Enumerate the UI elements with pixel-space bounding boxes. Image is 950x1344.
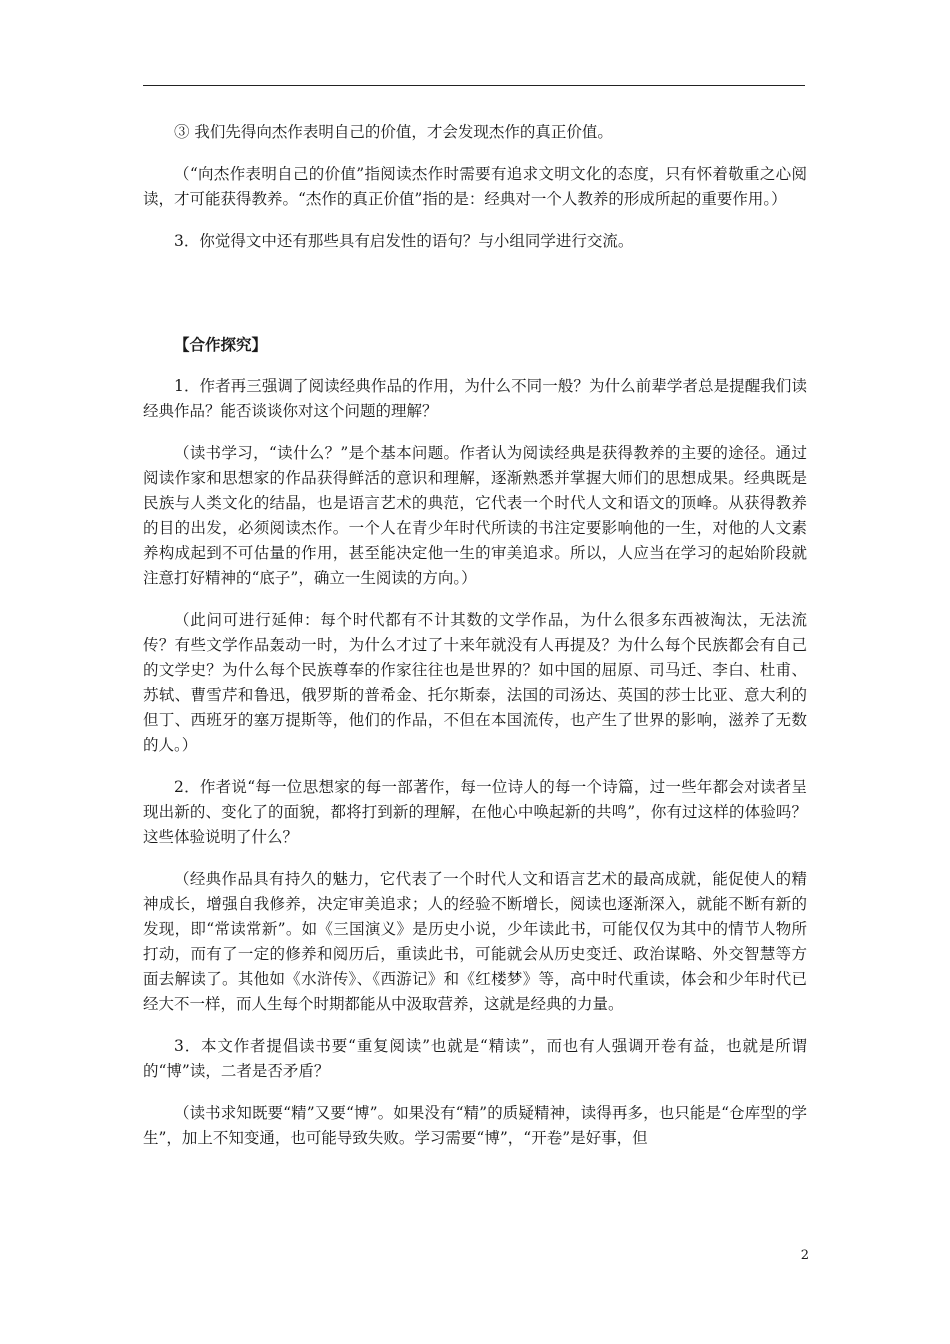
section-spacer — [143, 254, 807, 332]
page-number: 2 — [800, 1248, 809, 1263]
paragraph: ③ 我们先得向杰作表明自己的价值，才会发现杰作的真正价值。 — [174, 123, 613, 141]
paragraph: 3．你觉得文中还有那些具有启发性的语句？与小组同学进行交流。 — [174, 232, 634, 250]
paragraph: 3．本文作者提倡读书要“重复阅读”也就是“精读”，而也有人强调开卷有益，也就是所谓的“博”读，二者是否矛盾？ — [143, 1037, 807, 1080]
paragraph: （此问可进行延伸：每个时代都有不计其数的文学作品，为什么很多东西被淘汰，无法流传？有些文学作品轰动一时，为什么才过了十来年就没有人再提及？为什么每个民族都会有自己的文学史？为什么每个民族尊奉的作家往往也是世界的？如中国的屈原、司马迁、李白、杜甫、苏轼、曹雪芹和鲁迅，俄罗斯的普希金、托尔斯泰，法国的司汤达、英国的莎士比亚、意大利的但丁、西班牙的塞万提斯等，他们的作品，不但在本国流传，也产生了世界的影响，滋养了无数的人。） — [143, 611, 807, 754]
paragraph: （读书求知既要“精”又要“博”。如果没有“精”的质疑精神，读得再多，也只能是“仓库型的学生”，加上不知变通，也可能导致失败。学习需要“博”，“开卷”是好事，但 — [143, 1104, 807, 1147]
paragraph: （经典作品具有持久的魅力，它代表了一个时代人文和语言艺术的最高成就，能促使人的精神成长，增强自我修养，决定审美追求；人的经验不断增长，阅读也逐渐深入，就能不断有新的发现，即“常读常新”。如《三国演义》是历史小说，少年读此书，可能仅仅为其中的情节人物所打动，而有了一定的修养和阅历后，重读此书，可能就会从历史变迁、政治谋略、外交智慧等方面去解读了。其他如《水浒传》、《西游记》和《红楼梦》等，高中时代重读，体会和少年时代已经大不一样，而人生每个时期都能从中汲取营养，这就是经典的力量。 — [143, 870, 807, 1013]
paragraph: （“向杰作表明自己的价值”指阅读杰作时需要有追求文明文化的态度，只有怀着敬重之心阅读，才可能获得教养。“杰作的真正价值”指的是：经典对一个人教养的形成所起的重要作用。） — [143, 165, 807, 208]
paragraph: 2．作者说“每一位思想家的每一部著作，每一位诗人的每一个诗篇，过一些年都会对读者呈现出新的、变化了的面貌，都将打到新的理解，在他心中唤起新的共鸣”，你有过这样的体验吗？这些体验说明了什么？ — [143, 778, 807, 846]
section-title: 【合作探究】 — [174, 335, 268, 354]
paragraph: 1．作者再三强调了阅读经典作品的作用，为什么不同一般？为什么前辈学者总是提醒我们读经典作品？能否谈谈你对这个问题的理解？ — [143, 377, 807, 420]
header-rule — [143, 85, 805, 86]
page-content — [143, 120, 807, 1168]
paragraph: （读书学习，“读什么？”是个基本问题。作者认为阅读经典是获得教养的主要的途径。通过阅读作家和思想家的作品获得鲜活的意识和理解，逐渐熟悉并掌握大师们的思想成果。经典既是民族与人类文化的结晶，也是语言艺术的典范，它代表一个时代人文和语文的顶峰。从获得教养的目的出发，必须阅读杰作。一个人在青少年时代所读的书注定要影响他的一生，对他的人文素养构成起到不可估量的作用，甚至能决定他一生的审美追求。所以，人应当在学习的起始阶段就注意打好精神的“底子”，确立一生阅读的方向。） — [143, 444, 807, 587]
